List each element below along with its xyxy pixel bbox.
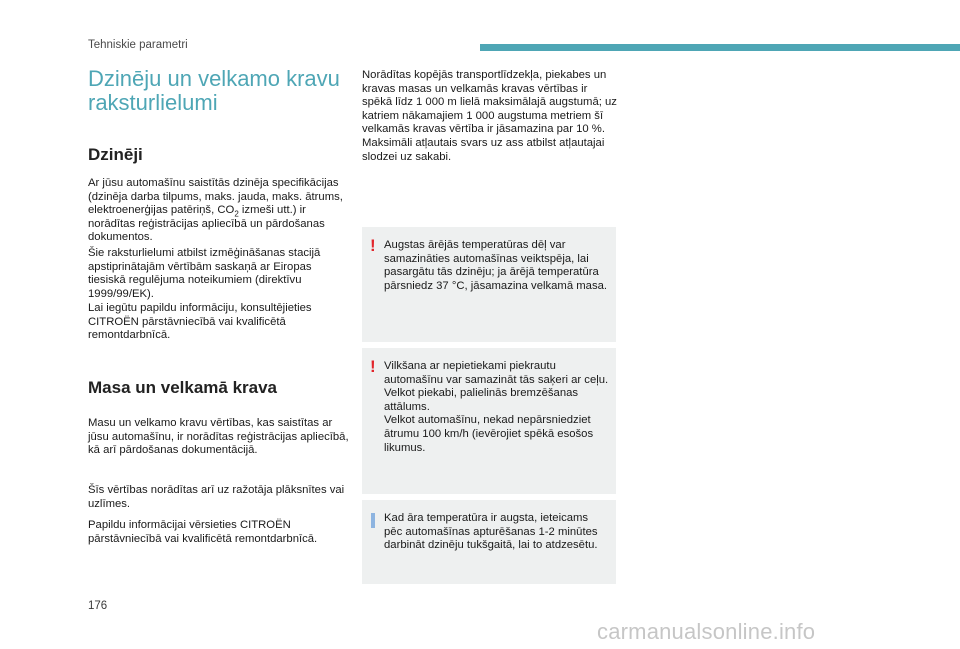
warning-text: Vilkšana ar nepietiekami piekrautu automašīnu var samazināt tās saķeri ar ceļu. Velkot piekabi, palielinās bremzēšanas attālums. Velkot automašīnu, nekad nepārsniedziet ātrumu 100 km/h (ievērojiet spēkā esošos likumus.: [384, 360, 609, 454]
section-heading-engines: Dzinēji: [88, 145, 143, 164]
warning-text: Augstas ārējās temperatūras dēļ var samazināties automašīnas veiktspēja, lai pasargātu tās dzinēju; ja ārējā temperatūra pārsniedz 37 °C, jāsamazina velkamā masa.: [384, 239, 608, 292]
header-accent-bar: [480, 44, 960, 51]
page-number: 176: [88, 600, 108, 612]
warning-notice-towing: [362, 348, 616, 494]
mass-paragraph-3: Papildu informācijai vērsieties CITROËN pārstāvniecībā vai kvalificētā remontdarbnīcā.: [88, 519, 318, 545]
mass-paragraph-1: Masu un velkamo kravu vērtības, kas saistītas ar jūsu automašīnu, ir norādītas reģistrācijas apliecībā, kā arī pārdošanas dokumentācijā.: [88, 417, 349, 457]
info-notice-cooling: [362, 500, 616, 584]
info-bar-icon: [371, 513, 375, 528]
exclamation-icon: !: [370, 357, 376, 376]
exclamation-icon: !: [370, 236, 376, 255]
engines-paragraph-3: Lai iegūtu papildu informāciju, konsultējieties CITROËN pārstāvniecībā vai kvalificētā remontdarbnīcā.: [88, 302, 312, 342]
right-paragraph-1: Norādītas kopējās transportlīdzekļa, piekabes un kravas masas un velkamās kravas vērtības ir spēkā līdz 1 000 m lielā maksimālajā augstumā; uz katriem nākamajiem 1 000 augstuma metriem šī velkamās kravas vērtība ir jāsamazina par 10 %. Maksimāli atļautais svars uz ass atbilst atļautajai slodzei uz sakabi.: [362, 69, 617, 163]
warning-notice-heat: [362, 227, 616, 342]
mass-paragraph-2: Šīs vērtības norādītas arī uz ražotāja plāksnītes vai uzlīmes.: [88, 484, 345, 510]
section-heading-mass: Masa un velkamā krava: [88, 378, 278, 397]
engines-paragraph-1: Ar jūsu automašīnu saistītās dzinēja specifikācijas (dzinēja darba tilpums, maks. jauda, maks. ātrums, elektroenerģijas patēriņš, $CO_2$ izmeši utt.) ir norādītas reģistrācijas apliecībā un pārdošanas dokumentos.: [88, 177, 343, 244]
header-title: Tehniskie parametri: [88, 39, 188, 51]
engines-paragraph-2: Šie raksturlielumi atbilst izmēģināšanas stacijā apstiprinātajām vērtībām saskaņā ar Eiropas tiesiskā regulējuma noteikumiem (direktīvu 1999/99/EK).: [88, 247, 321, 300]
watermark: carmanualsonline.info: [597, 619, 816, 644]
page-title: Dzinēju un velkamo kravu raksturlielumi: [88, 66, 340, 115]
info-text: Kad āra temperatūra ir augsta, ieteicams pēc automašīnas apturēšanas 1-2 minūtes darbināt dzinēju tukšgaitā, lai to atdzesētu.: [384, 512, 598, 552]
